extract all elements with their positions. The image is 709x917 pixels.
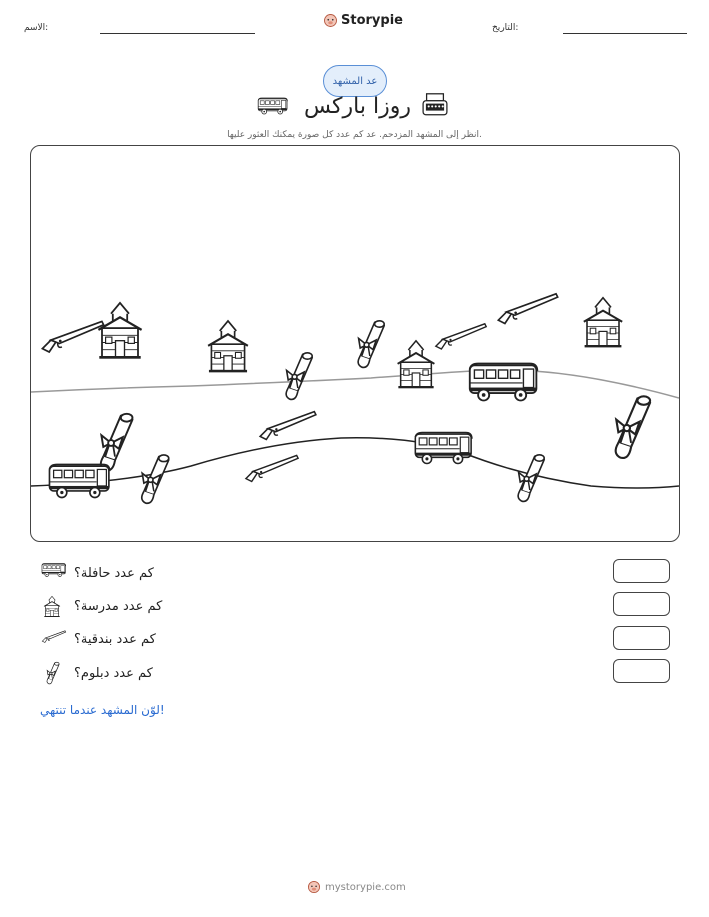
school-icon	[93, 294, 147, 364]
question-diploma: كم عدد دبلوم؟	[74, 666, 153, 681]
date-field-line[interactable]	[563, 33, 687, 34]
color-prompt: لوّن المشهد عندما تنتهي!	[40, 703, 165, 717]
bus-icon	[413, 428, 475, 468]
name-label: الاسم:	[24, 23, 49, 33]
diploma-icon	[507, 450, 551, 506]
diploma-icon	[347, 316, 391, 372]
bus-icon	[47, 460, 113, 502]
counting-scene	[30, 145, 680, 542]
diploma-icon	[131, 450, 175, 508]
rifle-icon	[243, 448, 301, 486]
bus-icon	[41, 562, 67, 578]
scene-count-badge: عد المشهد	[323, 65, 387, 97]
rifle-icon	[41, 628, 67, 644]
diploma-icon	[42, 660, 62, 686]
answer-box-school[interactable]	[613, 592, 670, 616]
typewriter-icon	[421, 92, 449, 118]
pig-icon	[323, 13, 338, 28]
pig-icon	[307, 880, 321, 894]
page-title: روزا باركس	[304, 94, 411, 119]
school-icon	[203, 316, 253, 374]
answer-box-rifle[interactable]	[613, 626, 670, 650]
footer	[307, 880, 406, 894]
bus-icon	[467, 358, 541, 406]
school-icon	[42, 594, 62, 618]
storypie-logo	[323, 13, 403, 28]
answer-box-bus[interactable]	[613, 559, 670, 583]
name-field-line[interactable]	[100, 33, 255, 34]
question-bus: كم عدد حافلة؟	[74, 566, 154, 581]
logo-text: Storypie	[341, 13, 403, 28]
school-icon	[579, 292, 627, 350]
date-label: التاريخ:	[492, 23, 519, 33]
diploma-icon	[603, 390, 657, 464]
question-rifle: كم عدد بندقية؟	[74, 632, 156, 647]
footer-url[interactable]: mystorypie.com	[325, 881, 406, 893]
answer-box-diploma[interactable]	[613, 659, 670, 683]
instructions: انظر إلى المشهد المزدحم. عد كم عدد كل صورة يمكنك العثور عليها.	[227, 130, 482, 140]
rifle-icon	[433, 318, 489, 352]
rifle-icon	[495, 286, 561, 328]
bus-icon	[257, 96, 289, 116]
diploma-icon	[275, 348, 319, 404]
question-school: كم عدد مدرسة؟	[74, 599, 163, 614]
rifle-icon	[257, 404, 319, 444]
